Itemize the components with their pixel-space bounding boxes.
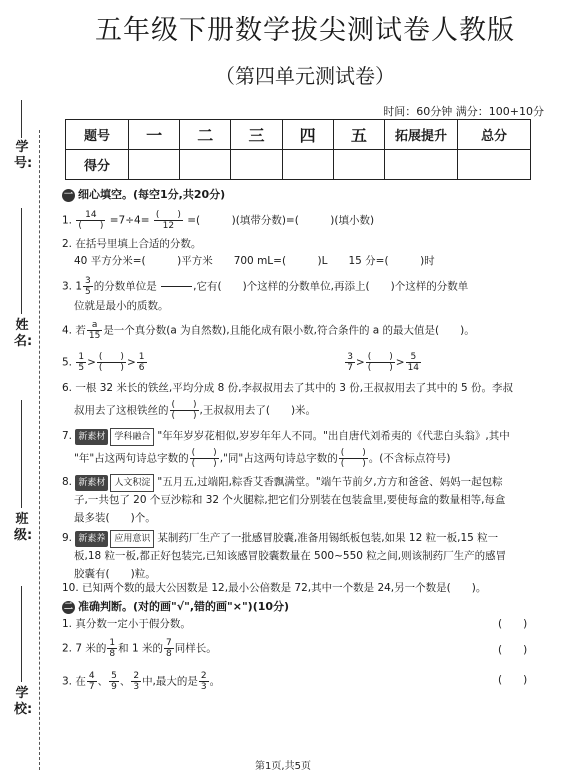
judge-question-3: 3. 在 $\frac{4}{7}$ 、 $\frac{5}{9}$ 、 $\frac{2}{3}$ 中,最大的是 $\frac{2}{3}$ 。 [62,671,221,692]
score-table [65,119,531,180]
score-cell[interactable] [180,150,231,180]
fraction: $\frac{14}{( )}$ [78,210,104,231]
question-number: 5. [62,356,73,369]
student-id-label: 学号: [14,140,33,171]
question-text: 某制药厂生产了一批感冒胶囊,准备用锡纸板包装,如果 12 粒一板,15 粒一 [157,532,499,544]
school-line [21,586,22,682]
answer-fraction-blank[interactable]: $\frac{( )}{( )}$ [191,448,217,469]
question-8-line-2: 子,一共包了 20 个豆沙粽和 32 个火腿粽,把它们分别装在包装盒里,要使每盒的数量相等,每盒 [74,494,506,506]
question-6: 6. 一根 32 米长的铁丝,平均分成 8 份,李叔叔用去了其中的 3 份,王叔叔用去了其中的 5 份。李叔 [62,382,513,394]
section-one-heading [62,186,225,202]
question-7: 7. 新素材 学科融合 "年年岁岁花相似,岁岁年年人不同。"出自唐代刘希夷的《代悲白头翁》,其中 [62,428,540,446]
score-header-cell: 二 [180,120,231,150]
question-5: 5. $\frac{1}{5}$ > $\frac{( )}{( )}$ > $\frac{1}{6}$ $\frac{3}{7}$ > $\frac{( )}{( )}$ > $\frac{5}{14}$ [62,352,420,373]
question-text: 的分数单位是 [93,280,157,293]
question-3 [62,276,540,297]
fraction: $\frac{a}{15}$ [88,320,101,341]
question-4 [62,320,540,341]
student-name-line [21,208,22,314]
score-cell[interactable] [458,150,531,180]
category-tag: 学科融合 [110,428,154,446]
page-subtitle: （第四单元测试卷） [215,64,395,88]
question-2-prompt: 2. 在括号里填上合适的分数。 [62,238,202,250]
judge-question-1: 1. 真分数一定小于假分数。 [62,618,191,630]
question-number: 1. [62,214,73,227]
question-10: 10. 已知两个数的最大公因数是 12,最小公倍数是 72,其中一个数是 24,另一个数是( )。 [62,582,487,594]
answer-paren[interactable]: ( ) [498,674,528,686]
section-two-heading [62,598,289,614]
binding-dashed-line [39,130,40,770]
answer-fraction-blank[interactable]: $\frac{( )}{( )}$ [171,400,197,421]
question-8: 8. 新素材 人文积淀 "五月五,过端阳,粽香艾香飘满堂。"端午节前夕,方方和爸爸、妈妈一起包粽 [62,474,540,492]
score-header-cell: 三 [231,120,282,150]
score-header-cell: 总分 [458,120,531,150]
score-cell[interactable] [333,150,384,180]
question-3-continued: 位就是最小的质数。 [74,300,169,312]
question-text: ,王叔叔用去了( )米。 [199,404,317,417]
score-header-cell: 一 [129,120,180,150]
question-text: 3. 1 [62,280,83,293]
question-text: "年年岁岁花相似,岁岁年年人不同。"出自唐代刘希夷的《代悲白头翁》,其中 [157,430,510,442]
score-cell[interactable] [231,150,282,180]
score-header-cell: 拓展提升 [385,120,458,150]
exam-meta: 时间：60分钟 满分：100+10分 [383,105,544,118]
category-tag: 应用意识 [110,530,154,548]
score-cell[interactable] [282,150,333,180]
category-tag: 人文积淀 [110,474,154,492]
score-header-cell: 四 [282,120,333,150]
school-label: 学校: [14,686,33,717]
question-9-line-3: 胶囊有( )粒。 [74,568,156,580]
answer-paren[interactable]: ( ) [498,618,528,630]
answer-fraction-blank[interactable]: $\frac{( )}{( )}$ [340,448,366,469]
score-cell[interactable] [129,150,180,180]
fraction: $\frac{3}{5}$ [85,276,91,297]
new-material-tag: 新素材 [75,429,108,445]
score-row-label: 得分 [66,150,129,180]
page-footer: 第1页,共5页 [255,761,311,772]
answer-paren[interactable]: ( ) [498,644,528,656]
answer-fraction-blank[interactable]: $\frac{( )}{( )}$ [98,352,124,373]
score-table-header-row [66,120,531,150]
question-2-items: 40 平方分米=( )平方米 700 mL=( )L 15 分=( )时 [74,255,435,267]
section-title: 准确判断。(对的画"√",错的画"×")(10分) [78,600,290,613]
fraction: $\frac{( )}{12}$ [155,210,181,231]
score-table-score-row [66,150,531,180]
question-text: 叔用去了这根铁丝的 [74,404,169,417]
class-label: 班级: [14,512,33,543]
question-text: 4. 若 [62,324,86,337]
question-6-continued [74,400,552,421]
question-7-continued: "年"占这两句诗总字数的 $\frac{( )}{( )}$ ,"同"占这两句诗总字数的 $\frac{( )}{( )}$ 。(不含标点符号) [74,448,451,469]
question-8-line-3: 最多装( )个。 [74,512,156,524]
class-line [21,400,22,508]
student-name-label: 姓名: [14,318,33,349]
student-id-line [21,100,22,138]
question-9: 9. 新素养 应用意识 某制药厂生产了一批感冒胶囊,准备用锡纸板包装,如果 12 粒一板,15 粒一 [62,530,540,548]
section-number-badge: 一 [63,189,73,200]
section-title: 细心填空。(每空1分,共20分) [78,188,226,201]
judge-question-2: 2. 7 米的 $\frac{1}{8}$ 和 1 米的 $\frac{7}{8}$ 同样长。 [62,638,217,659]
score-cell[interactable] [385,150,458,180]
new-material-tag: 新素材 [75,475,108,491]
question-text: =( )(填带分数)=( )(填小数) [187,214,375,227]
question-text: 是一个真分数(a 为自然数),且能化成有限小数,符合条件的 a 的最大值是( )。 [103,324,475,337]
question-1 [62,210,540,231]
score-header-cell: 题号 [66,120,129,150]
answer-fraction-blank[interactable] [161,276,192,297]
question-text: =7÷4= [109,214,150,227]
question-9-line-2: 板,18 粒一板,都正好包装完,已知该感冒胶囊数量在 500~550 粒之间,则该制药厂生产的感冒 [74,550,507,562]
score-header-cell: 五 [333,120,384,150]
new-literacy-tag: 新素养 [75,531,108,547]
question-text: "五月五,过端阳,粽香艾香飘满堂。"端午节前夕,方方和爸爸、妈妈一起包粽 [157,476,503,488]
question-text: ,它有( )个这样的分数单位,再添上( )个这样的分数单 [193,280,469,293]
answer-fraction-blank[interactable]: $\frac{( )}{( )}$ [367,352,393,373]
section-number-badge: 二 [63,601,73,612]
page-title: 五年级下册数学拔尖测试卷人教版 [95,15,515,46]
